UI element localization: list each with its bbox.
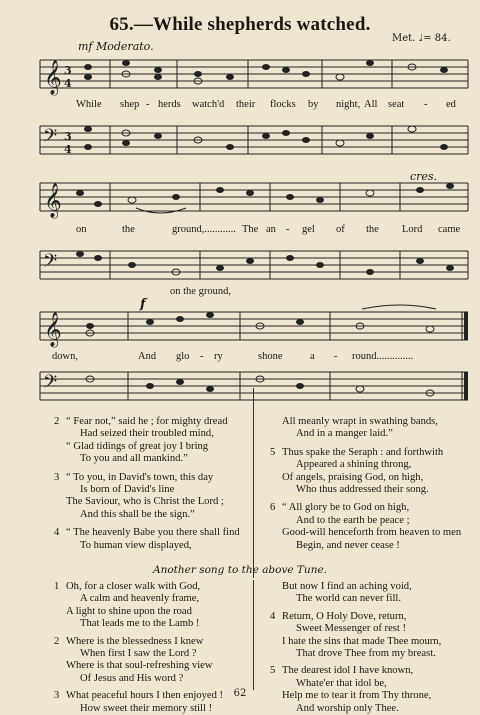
verse-line: Oh, for a closer walk with God, [66,581,201,592]
lyric-word: All [364,99,378,110]
verse-line: To human view displayed, [80,539,192,551]
verse-number: 2 [54,635,60,647]
verse-line: Of angels, praising God, on high, [282,471,424,483]
lyric-word: - [334,351,338,362]
verse-number: 4 [270,610,276,622]
svg-text:3: 3 [64,64,72,77]
verse-line: “ The heavenly Babe you there shall find [66,527,240,539]
verse-number: 6 [270,502,276,514]
lyric-word: While [76,99,102,110]
page-number: 62 [233,688,247,699]
lyric-word: glo [176,351,190,362]
lyric-word: ed [446,99,456,110]
column-divider [253,580,254,690]
music-system-2 [40,178,468,298]
lyric-word: seat [388,99,405,110]
svg-text:3: 3 [64,130,72,143]
lyric-word: an [266,224,276,235]
verse-line: Had seized their troubled mind, [80,428,214,440]
verse-line: The dearest idol I have known, [282,665,414,677]
lyric-line-2 [76,224,466,238]
lyric-word: down, [52,351,78,362]
verse-line: And this shall be the sign.” [80,508,195,520]
forte-marking: f [140,297,146,312]
lyric-word: herds [158,99,181,110]
svg-text:𝄢: 𝄢 [43,126,58,151]
verse-number: 2 [54,416,60,427]
verse-number: 5 [270,446,276,458]
verse-line: Good-will henceforth from heaven to men [282,527,462,539]
staff-treble-1 [40,55,468,95]
lyric-word: shep [120,99,140,110]
verse-line: “ To you, in David's town, this day [66,471,214,483]
verse-line: And worship only Thee. [296,702,399,714]
song2-verse-4 [270,610,472,661]
verse-line: But now I find an aching void, [282,581,412,592]
svg-text:𝄞: 𝄞 [44,60,62,95]
lyric-line-1 [76,99,466,113]
verse-line: “ Fear not,” said he ; for mighty dread [66,416,228,427]
lyric-word: The [242,224,259,235]
verse-line: What peaceful hours I then enjoyed ! [66,690,224,702]
lyric-word: by [308,99,319,110]
hymn-title: 65.—While shepherds watched. [109,14,371,35]
lyric-word: on [76,224,87,235]
svg-text:4: 4 [64,143,72,156]
verse-line: That leads me to the Lamb ! [80,618,200,630]
svg-text:4: 4 [64,77,72,90]
verse-line: A light to shine upon the road [66,605,192,617]
lyric-word: ry [214,351,223,362]
lyric-word: watch'd [192,99,225,110]
svg-text:𝄞: 𝄞 [44,312,62,347]
song2-verse-1 [54,581,251,631]
verse-line: “ All glory be to God on high, [282,502,410,514]
lyric-word: And [138,351,157,362]
verse-line: Return, O Holy Dove, return, [282,610,407,622]
lyric-word: the [122,224,135,235]
lyric-word: night, [336,99,361,110]
staff-bass-3 [40,367,468,407]
verse-line: The world can never fill. [296,593,402,605]
column-divider [253,388,254,578]
lyric-word: - [424,99,428,110]
lyric-word: - [200,351,204,362]
verse-line: I hate the sins that made Thee mourn, [282,635,442,647]
verse-line: “ Glad tidings of great joy I bring [66,440,209,452]
lyric-word: - [286,224,290,235]
song2-verse-2 [54,635,251,686]
music-system-3 [40,307,468,397]
lyric-word: of [336,224,345,235]
svg-text:𝄢: 𝄢 [43,251,58,276]
lyric-line-3 [52,351,452,365]
music-system-1 [40,55,468,165]
lyric-word: a [310,351,315,362]
svg-text:𝄢: 𝄢 [43,372,58,397]
verse-line: Begin, and never cease ! [296,539,400,551]
lyric-word: gel [302,224,315,235]
verse-line: Where is that soul-refreshing view [66,660,213,672]
verse-line: Who thus addressed their song. [296,484,429,496]
verse-number: 4 [54,527,60,539]
lyric-word: the [366,224,379,235]
lyric-word: - [146,99,150,110]
verses-right [270,416,472,552]
verse-4 [54,527,251,552]
verse-line: Where is the blessedness I knew [66,635,204,647]
verse-line: Appeared a shining throng, [296,459,412,471]
lyric-word: shone [258,351,283,362]
verse-line: To you and all mankind.” [80,453,188,465]
verse-number: 3 [54,471,60,483]
verse-number: 1 [54,581,60,592]
verse-line: Of Jesus and His word ? [80,672,184,684]
verse-6 [270,502,472,552]
verse-5 [270,446,472,497]
verse-line: All meanly wrapt in swathing bands, [282,416,438,427]
staff-treble-2 [40,178,468,218]
lyric-word: Lord [402,224,423,235]
lyric-word: ground,............ [172,224,236,235]
verse-line: And to the earth be peace ; [296,514,410,526]
verses-left [54,416,251,552]
verse-line: Sweet Messenger of rest ! [296,623,407,635]
verse-number: 3 [54,690,60,702]
verse-line: Whate'er that idol be, [296,677,387,689]
verse-line: The Saviour, who is Christ the Lord ; [66,496,224,508]
verse-line: Help me to tear it from Thy throne, [282,690,432,702]
verse-2 [54,416,251,466]
staff-bass-2 [40,246,468,286]
verse-line: How sweet their memory still ! [80,702,213,714]
tempo-marking: mf Moderato. [78,40,154,53]
crescendo-marking: cres. [410,170,438,183]
staff-bass-1 [40,121,468,161]
metronome-marking: Met. ♩= 84. [392,33,451,44]
song2-verse-3-cont [282,581,472,606]
svg-text:𝄞: 𝄞 [44,183,62,218]
lyric-word: flocks [270,99,296,110]
verse-line: A calm and heavenly frame, [80,593,200,605]
verse-number: 5 [270,665,276,677]
verse-3 [54,471,251,522]
verse-4-cont [282,416,472,441]
lyric-word: round.............. [352,351,414,362]
lyric-word: came [438,224,461,235]
lyric-word: their [236,99,256,110]
verse-line: That drove Thee from my breast. [296,648,436,660]
staff-treble-3 [40,307,468,347]
verse-line: Is born of David's line [80,484,175,496]
verse-line: And in a manger laid.” [296,428,393,440]
verse-line: Thus spake the Seraph : and forthwith [282,446,444,458]
another-song-heading: Another song to the above Tune. [152,564,328,576]
bass-lyric: on the ground, [170,286,231,297]
verse-line: When first I saw the Lord ? [80,648,197,660]
